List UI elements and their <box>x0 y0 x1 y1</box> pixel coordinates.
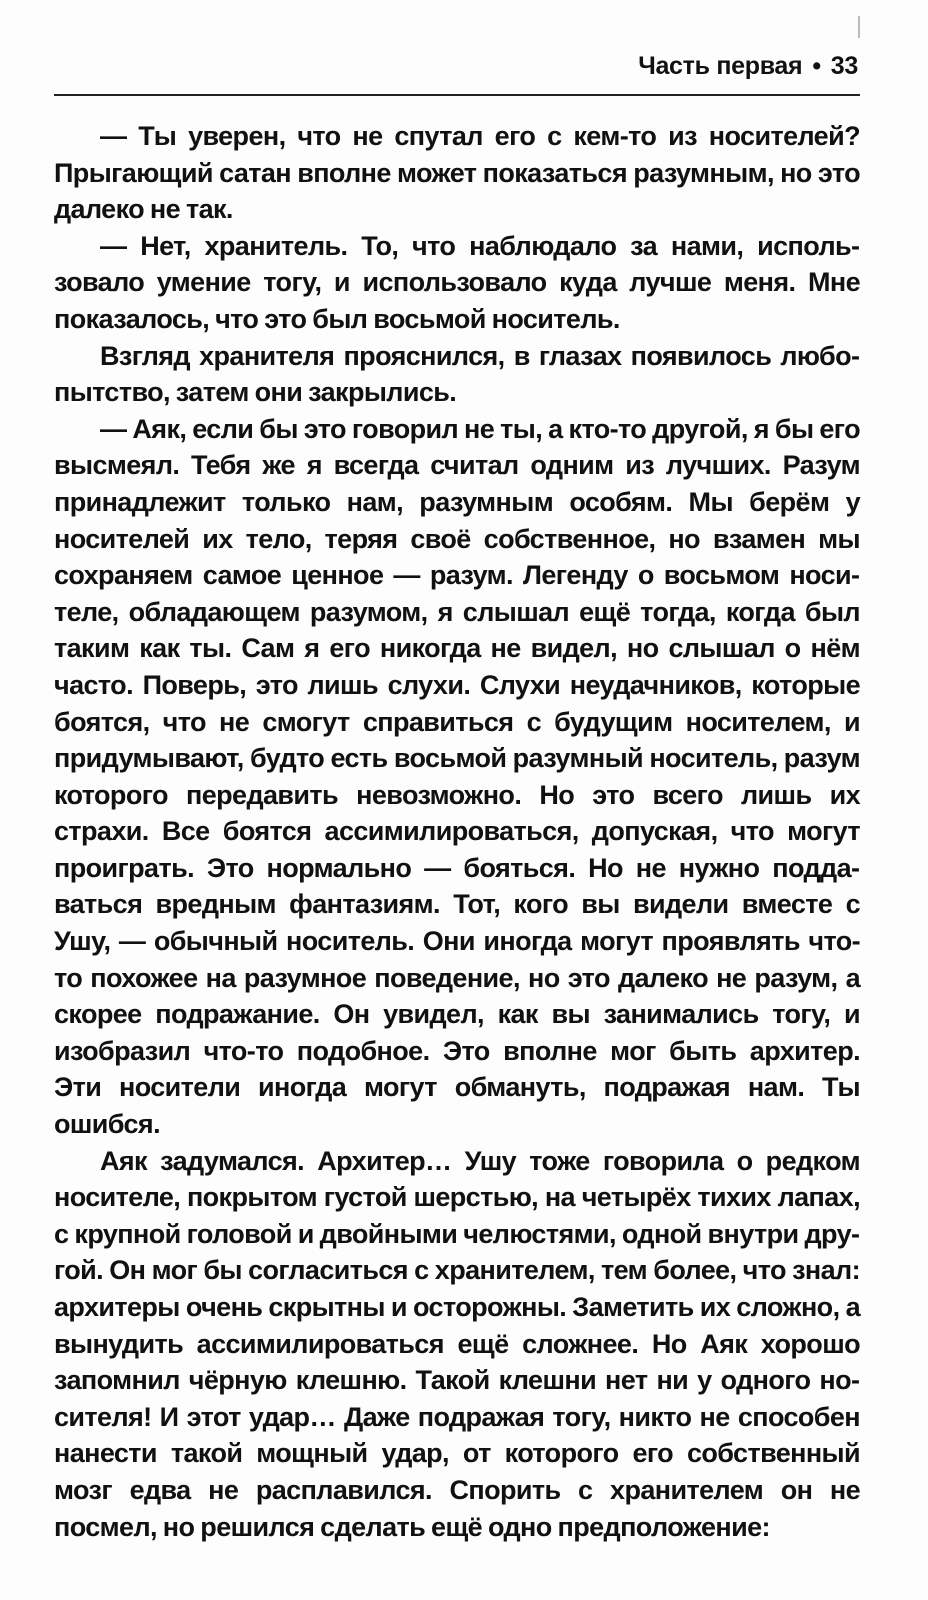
paragraph: — Ты уверен, что не спутал его с кем-то из носителей? Прыгающий сатан вполне может показаться разумным, но это далеко не так. <box>54 121 860 225</box>
page-number: 33 <box>830 52 858 80</box>
section-title: Часть первая <box>638 52 803 80</box>
running-head <box>638 52 858 81</box>
paragraph: Взгляд хранителя прояснился, в глазах появилось любопытство, затем они закрылись. <box>54 340 860 408</box>
paragraph: — Нет, хранитель. То, что наблюдало за нами, использовало умение тогу, и использовало куда лучше меня. Мне показалось, что это был восьмой носитель. <box>54 230 860 334</box>
paragraph: — Аяк, если бы это говорил не ты, а кто-то другой, я бы его высмеял. Тебя же я всегда считал одним из лучших. Разум принадлежит только нам, разумным особям. Мы берём у носителей их тело, теряя своё собственное, но взамен мы сохраняем самое ценное — разум. Легенду о восьмом носителе, обладающем разумом, я слышал ещё тогда, когда был таким как ты. Сам я его никогда не видел, но слышал о нём часто. Поверь, это лишь слухи. Слухи неудачников, которые боятся, что не смогут справиться с будущим носителем, и придумывают, будто есть восьмой разумный носитель, разум которого передавить невозможно. Но это всего лишь их страхи. Все боятся ассимилироваться, допуская, что могут проиграть. Это нормально — бояться. Но не нужно поддаваться вредным фантазиям. Тот, кого вы видели вместе с Ушу, — обычный носитель. Они иногда могут проявлять что-то похожее на разумное поведение, но это далеко не разум, а скорее подражание. Он увидел, как вы занимались тогу, и изобразил что-то подобное. Это вполне мог быть архитер. Эти носители иногда могут обмануть, подражая нам. Ты ошибся. <box>54 413 860 1140</box>
body-text <box>54 118 860 1545</box>
scan-mark <box>858 16 860 38</box>
header-separator: • <box>812 52 821 80</box>
page-header <box>54 46 860 96</box>
paragraph: Аяк задумался. Архитер… Ушу тоже говорила о редком носителе, покрытом густой шерстью, на четырёх тихих лапах, с крупной головой и двойными челюстями, одной внутри другой. Он мог бы согласиться с хранителем, тем более, что знал: архитеры очень скрытны и осторожны. Заметить их сложно, а вынудить ассимилироваться ещё сложнее. Но Аяк хорошо запомнил чёрную клешню. Такой клешни нет ни у одного носителя! И этот удар… Даже подражая тогу, никто не способен нанести такой мощный удар, от которого его собственный мозг едва не расплавился. Спорить с хранителем он не посмел, но решился сделать ещё одно предположение: <box>54 1145 860 1542</box>
